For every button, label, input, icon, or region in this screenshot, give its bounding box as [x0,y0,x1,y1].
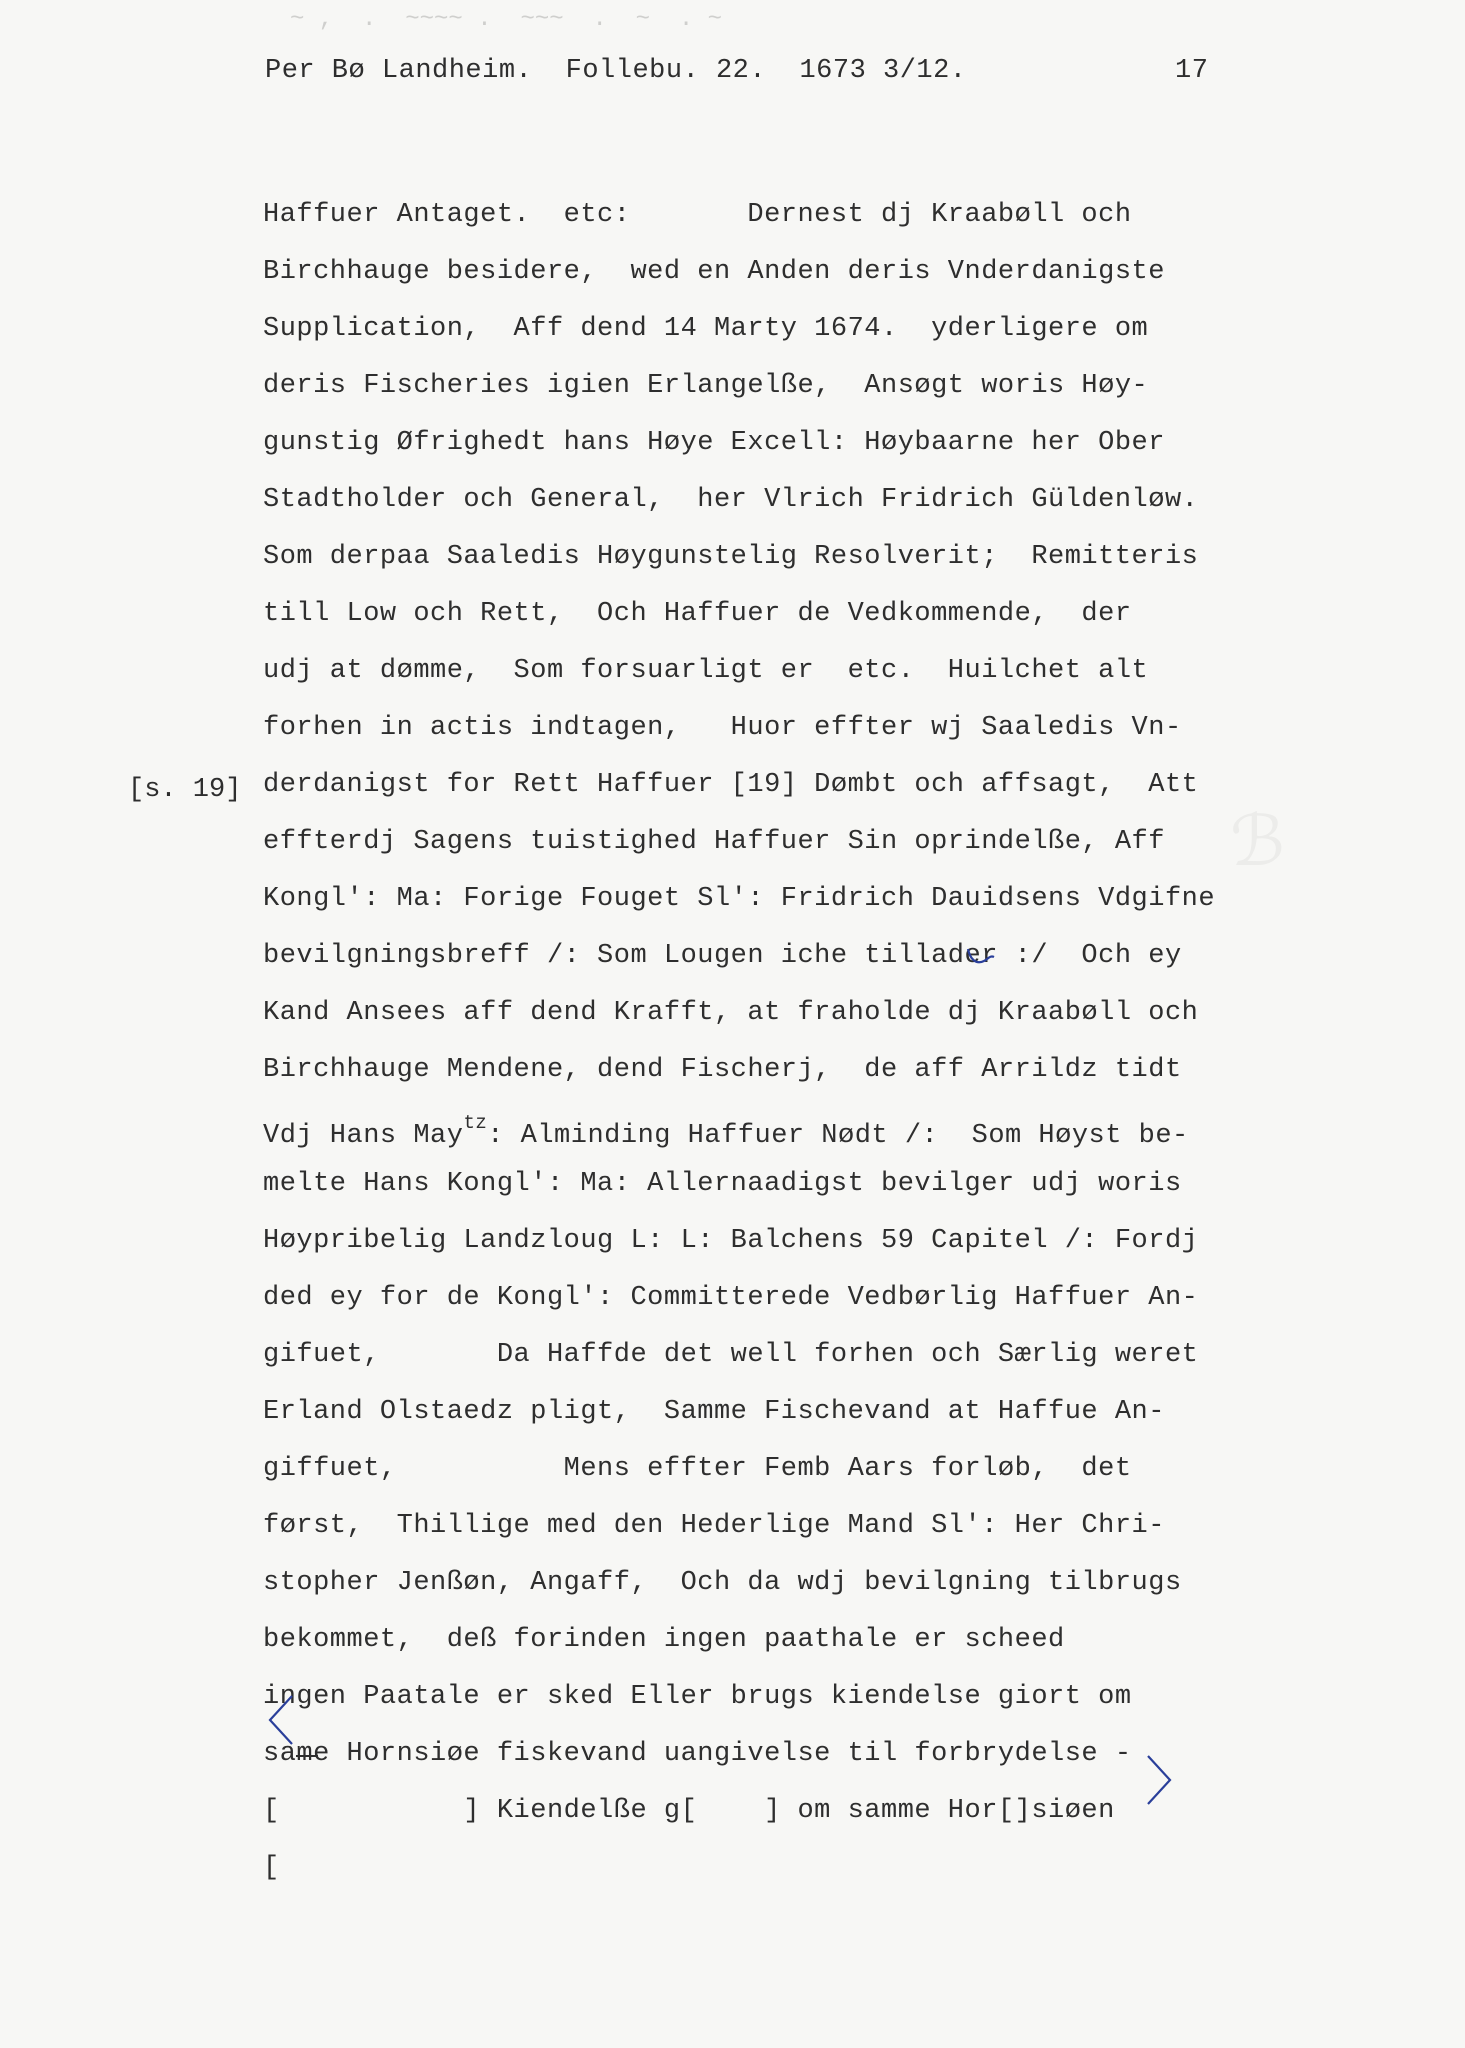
text-line: Birchhauge Mendene, dend Fischerj, de aff Arrildz tidt [263,1055,1182,1085]
bleed-through-text: ~ , . ~~~~ . ~~~ . ~ . ~ [290,6,723,33]
pen-open-bracket-mark [262,1690,302,1750]
text-line: Erland Olstaedz pligt, Samme Fischevand at Haffue An- [263,1397,1165,1427]
text-line: gunstig Øfrighedt hans Høye Excell: Høybaarne her Ober [263,428,1165,458]
text-line: Stadtholder och General, her Vlrich Fridrich Güldenløw. [263,485,1199,515]
text-line: Supplication, Aff dend 14 Marty 1674. yderligere om [263,314,1149,344]
text-line: udj at dømme, Som forsuarligt er etc. Huilchet alt [263,656,1149,686]
text-line: først, Thillige med den Hederlige Mand Sl': Her Chri- [263,1511,1165,1541]
text-line: giffuet, Mens effter Femb Aars forløb, det [263,1454,1132,1484]
text-line: Birchhauge besidere, wed en Anden deris Vnderdanigste [263,257,1165,287]
pen-macron-mark [292,1750,322,1762]
text-line: bekommet, deß forinden ingen paathale er scheed [263,1625,1065,1655]
text-line: effterdj Sagens tuistighed Haffuer Sin oprindelße, Aff [263,827,1165,857]
text-line: derdanigst for Rett Haffuer [19] Dømbt och affsagt, Att [263,770,1199,800]
text-line: same Hornsiøe fiskevand uangivelse til forbrydelse - [263,1739,1132,1769]
text-line: Kongl': Ma: Forige Fouget Sl': Fridrich Dauidsens Vdgifne [263,884,1216,914]
text-line: ingen Paatale er sked Eller brugs kiendelse giort om [263,1682,1132,1712]
text-line: bevilgningsbreff /: Som Lougen iche tillader :/ Och ey [263,941,1182,971]
text-line [263,1112,1189,1151]
text-line-start: Vdj Hans May [263,1121,464,1151]
text-line-rest: : Alminding Haffuer Nødt /: Som Høyst be- [487,1121,1189,1151]
text-line: deris Fischeries igien Erlangelße, Ansøgt woris Høy- [263,371,1149,401]
bleed-through-stamp: ℬ [1230,804,1290,881]
margin-note: [s. 19] [128,775,242,805]
text-line: till Low och Rett, Och Haffuer de Vedkommende, der [263,599,1132,629]
pen-insert-mark [960,945,1000,975]
page-number: 17 [1175,56,1209,86]
text-line: Haffuer Antaget. etc: Dernest dj Kraabøll och [263,200,1132,230]
text-line: Som derpaa Saaledis Høygunstelig Resolverit; Remitteris [263,542,1199,572]
text-line: Kand Ansees aff dend Krafft, at fraholde dj Kraabøll och [263,998,1199,1028]
pen-close-bracket-mark [1140,1750,1180,1810]
superscript: tz [463,1112,488,1134]
text-line: [ [263,1853,280,1883]
text-line: forhen in actis indtagen, Huor effter wj Saaledis Vn- [263,713,1182,743]
text-line: gifuet, Da Haffde det well forhen och Særlig weret [263,1340,1199,1370]
text-line: Høypribelig Landzloug L: L: Balchens 59 Capitel /: Fordj [263,1226,1199,1256]
text-line: melte Hans Kongl': Ma: Allernaadigst bevilger udj woris [263,1169,1182,1199]
page-header-title: Per Bø Landheim. Follebu. 22. 1673 3/12. [265,56,967,86]
text-line: stopher Jenßøn, Angaff, Och da wdj bevilgning tilbrugs [263,1568,1182,1598]
text-line: [ ] Kiendelße g[ ] om samme Hor[]siøen [263,1796,1115,1826]
text-line: ded ey for de Kongl': Committerede Vedbørlig Haffuer An- [263,1283,1199,1313]
